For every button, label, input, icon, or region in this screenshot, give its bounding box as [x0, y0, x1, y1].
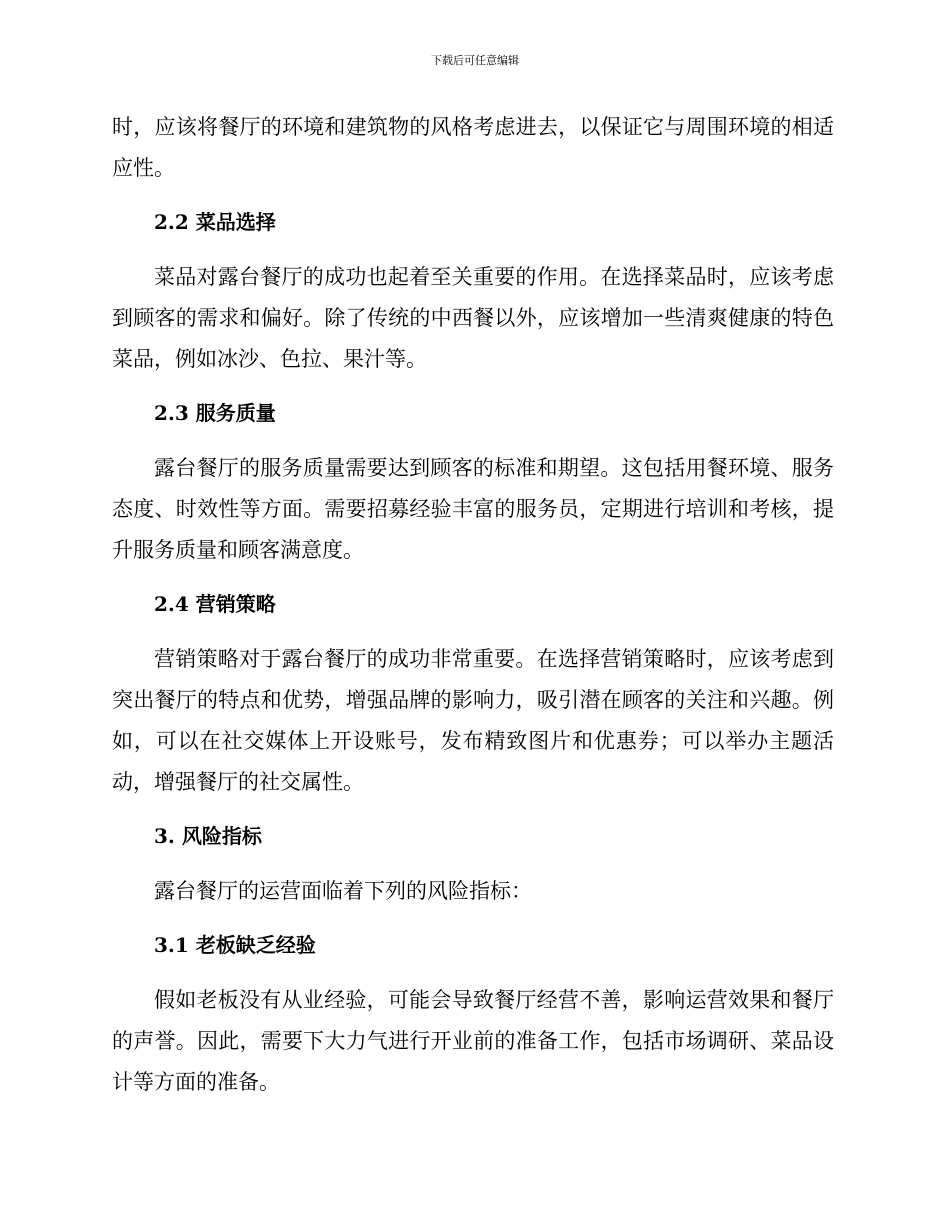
- section-heading-2-4: 2.4 营销策略: [154, 592, 276, 616]
- paragraph-service-quality: 露台餐厅的服务质量需要达到顾客的标准和期望。这包括用餐环境、服务态度、时效性等方面。需要招募经验丰富的服务员，定期进行培训和考核，提升服务质量和顾客满意度。: [112, 456, 834, 562]
- paragraph-dish-selection: 菜品对露台餐厅的成功也起着至关重要的作用。在选择菜品时，应该考虑到顾客的需求和偏好。除了传统的中西餐以外，应该增加一些清爽健康的特色菜品，例如冰沙、色拉、果汁等。: [112, 265, 834, 371]
- paragraph-continuation: 时，应该将餐厅的环境和建筑物的风格考虑进去，以保证它与周围环境的相适应性。: [112, 115, 834, 180]
- section-heading-2-3: 2.3 服务质量: [154, 401, 276, 425]
- section-heading-2-2: 2.2 菜品选择: [154, 210, 276, 234]
- section-heading-3: 3. 风险指标: [154, 824, 262, 848]
- paragraph-risk-intro: 露台餐厅的运营面临着下列的风险指标：: [154, 879, 532, 903]
- section-heading-3-1: 3.1 老板缺乏经验: [154, 933, 316, 957]
- page-header: 下载后可任意编辑: [431, 54, 519, 67]
- paragraph-owner-experience: 假如老板没有从业经验，可能会导致餐厅经营不善，影响运营效果和餐厅的声誉。因此，需要下大力气进行开业前的准备工作，包括市场调研、菜品设计等方面的准备。: [112, 988, 834, 1094]
- document-body: [112, 107, 834, 1103]
- paragraph-marketing-strategy: 营销策略对于露台餐厅的成功非常重要。在选择营销策略时，应该考虑到突出餐厅的特点和优势，增强品牌的影响力，吸引潜在顾客的关注和兴趣。例如，可以在社交媒体上开设账号，发布精致图片和优惠券；可以举办主题活动，增强餐厅的社交属性。: [112, 647, 834, 794]
